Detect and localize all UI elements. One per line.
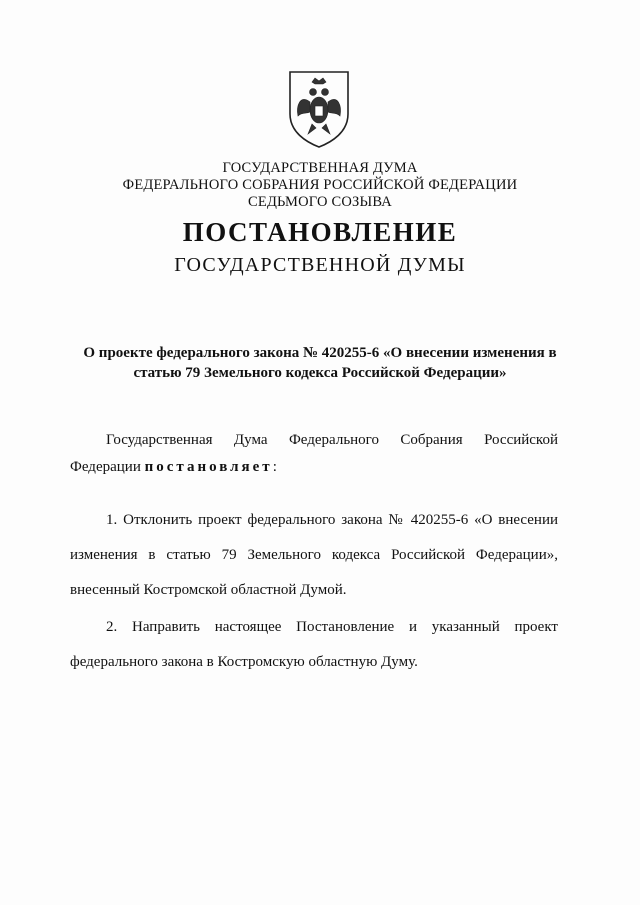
item2-line-1: 2. Направить настоящее Постановление и указанный проект [106, 619, 558, 635]
double-headed-eagle-emblem-icon [286, 68, 352, 150]
item2-line-2: федерального закона в Костромскую областную Думу. [70, 654, 418, 670]
header-convocation: СЕДЬМОГО СОЗЫВА [248, 194, 392, 210]
document-title: ПОСТАНОВЛЕНИЕ [182, 217, 458, 247]
document-subject [40, 343, 600, 383]
item1-line-2: изменения в статью 79 Земельного кодекса Российской Федерации», [70, 547, 558, 563]
preamble-text: Федерации [70, 459, 145, 475]
header-duma: ГОСУДАРСТВЕННАЯ ДУМА [222, 160, 418, 176]
resolves-word: постановляет [144, 459, 273, 475]
preamble-line-1: Государственная Дума Федерального Собрания Российской [106, 432, 558, 448]
subject-line-1: О проекте федерального закона № 420255-6 «О внесении изменения в [83, 345, 557, 361]
preamble-line-2 [70, 459, 558, 476]
header-federal-assembly: ФЕДЕРАЛЬНОГО СОБРАНИЯ РОССИЙСКОЙ ФЕДЕРАЦИИ [122, 177, 518, 193]
subject-line-2: статью 79 Земельного кодекса Российской Федерации» [133, 365, 507, 381]
document-subtitle: ГОСУДАРСТВЕННОЙ ДУМЫ [174, 254, 466, 276]
preamble-colon: : [272, 459, 277, 475]
item1-line-3: внесенный Костромской областной Думой. [70, 582, 347, 598]
item1-line-1: 1. Отклонить проект федерального закона № 420255-6 «О внесении [106, 512, 558, 528]
